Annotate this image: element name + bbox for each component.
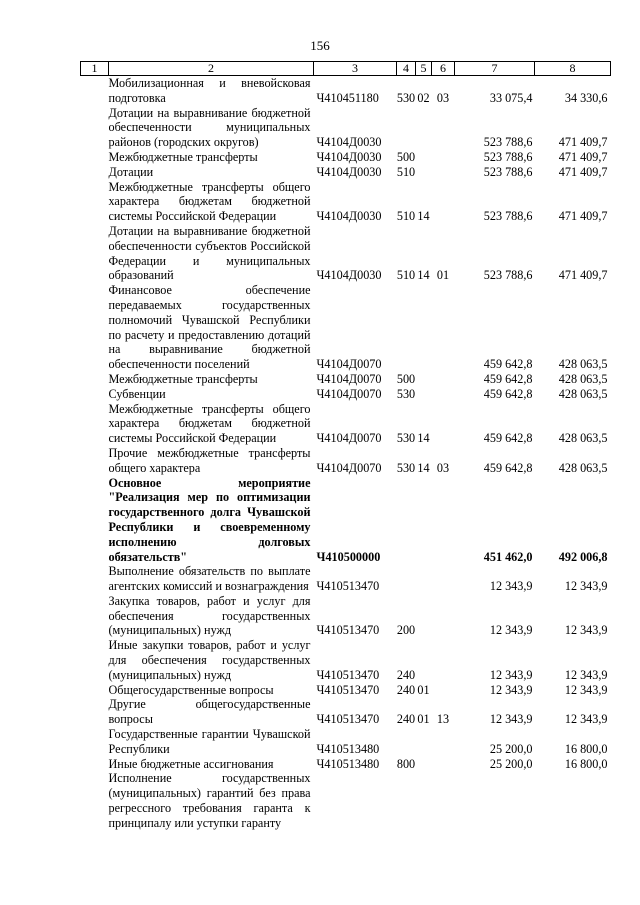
table-row xyxy=(81,387,611,402)
row-section xyxy=(416,638,432,682)
column-header-3: 3 xyxy=(314,62,397,76)
row-section xyxy=(416,594,432,638)
row-expense-type: 510 xyxy=(396,268,416,283)
row-subsection: 13 xyxy=(436,712,450,727)
row-subsection: 03 xyxy=(436,90,450,105)
table-row xyxy=(81,180,611,224)
row-section: 14 xyxy=(417,209,430,224)
row-col1-cell xyxy=(81,106,109,150)
row-amount-col7: 523 788,6 xyxy=(483,149,533,164)
row-name: Мобилизационная и вневойсковая подготовка xyxy=(108,76,311,105)
row-code: Ч410513470 xyxy=(316,682,380,697)
row-subsection xyxy=(432,150,455,165)
row-name: Прочие межбюджетные трансферты общего характера xyxy=(108,445,311,475)
row-code: Ч4104Д0030 xyxy=(316,135,382,150)
row-amount-col8: 492 006,8 xyxy=(558,549,608,564)
row-amount-col7: 459 642,8 xyxy=(483,371,533,386)
row-name: Выполнение обязательств по выплате агентских комиссий и вознаграждения xyxy=(108,564,311,594)
row-section: 01 xyxy=(417,712,430,727)
row-name: Государственные гарантии Чувашской Республики xyxy=(108,727,311,756)
row-amount-col7: 25 200,0 xyxy=(489,741,533,756)
row-subsection xyxy=(432,757,455,772)
row-expense-type: 240 xyxy=(396,682,416,697)
row-name: Дотации на выравнивание бюджетной обеспеченности муниципальных районов (городских округов) xyxy=(108,105,311,150)
row-expense-type: 510 xyxy=(396,209,416,224)
row-expense-type: 800 xyxy=(396,756,416,771)
row-section xyxy=(416,165,432,180)
row-code: Ч410500000 xyxy=(316,549,381,564)
row-section: 14 xyxy=(417,431,430,446)
row-amount-col8: 428 063,5 xyxy=(558,371,608,386)
table-row xyxy=(81,727,611,757)
row-section xyxy=(416,372,432,387)
row-amount-col8: 12 343,9 xyxy=(564,682,608,697)
row-name: Межбюджетные трансферты общего характера бюджетам бюджетной системы Российской Федерации xyxy=(108,401,311,446)
table-row xyxy=(81,564,611,594)
table-row xyxy=(81,76,611,106)
row-section: 14 xyxy=(417,268,430,283)
row-amount-col8: 471 409,7 xyxy=(558,149,608,164)
table-body xyxy=(81,76,611,831)
row-col1-cell xyxy=(81,727,109,757)
table-row xyxy=(81,446,611,476)
row-col1-cell xyxy=(81,638,109,682)
row-amount-col8 xyxy=(535,771,611,830)
row-amount-col8: 471 409,7 xyxy=(558,164,608,179)
row-amount-col8: 16 800,0 xyxy=(564,756,608,771)
table-row xyxy=(81,224,611,283)
row-amount-col7: 459 642,8 xyxy=(483,357,533,372)
table-row xyxy=(81,697,611,727)
row-section xyxy=(416,150,432,165)
row-name: Дотации xyxy=(108,164,154,179)
row-expense-type xyxy=(397,771,416,830)
row-amount-col7: 459 642,8 xyxy=(483,460,533,475)
row-expense-type: 240 xyxy=(396,667,416,682)
row-code: Ч4104Д0070 xyxy=(316,386,382,401)
table-row xyxy=(81,402,611,446)
row-subsection xyxy=(432,387,455,402)
row-amount-col7: 12 343,9 xyxy=(489,667,533,682)
row-name: Финансовое обеспечение передаваемых государственных полномочий Чувашской Республики по расчету и предоставлению дотаций на выравнивание бюджетной обеспеченности поселений xyxy=(108,283,311,372)
table-row xyxy=(81,150,611,165)
table-row xyxy=(81,372,611,387)
row-amount-col7: 523 788,6 xyxy=(483,268,533,283)
row-code: Ч410513480 xyxy=(316,741,380,756)
row-col1-cell xyxy=(81,683,109,698)
row-amount-col8: 428 063,5 xyxy=(558,460,608,475)
row-code: Ч410513470 xyxy=(316,712,380,727)
row-col1-cell xyxy=(81,564,109,594)
row-name: Иные закупки товаров, работ и услуг для обеспечения государственных (муниципальных) нужд xyxy=(108,638,311,682)
row-amount-col8: 471 409,7 xyxy=(558,268,608,283)
row-col1-cell xyxy=(81,757,109,772)
table-row xyxy=(81,683,611,698)
row-col1-cell xyxy=(81,165,109,180)
row-code: Ч410451180 xyxy=(316,90,379,105)
row-amount-col7: 25 200,0 xyxy=(489,756,533,771)
row-code: Ч4104Д0070 xyxy=(316,357,382,372)
row-subsection xyxy=(432,564,455,594)
row-code: Ч4104Д0030 xyxy=(316,149,382,164)
row-subsection: 03 xyxy=(436,460,450,475)
row-name: Субвенции xyxy=(108,386,166,401)
row-subsection xyxy=(432,372,455,387)
row-amount-col7: 12 343,9 xyxy=(489,579,533,594)
row-code: Ч410513470 xyxy=(316,667,380,682)
row-amount-col8: 428 063,5 xyxy=(558,431,608,446)
row-section xyxy=(416,387,432,402)
row-subsection xyxy=(432,180,455,224)
row-code: Ч410513470 xyxy=(316,623,380,638)
row-expense-type xyxy=(397,727,416,757)
row-subsection xyxy=(432,594,455,638)
row-expense-type xyxy=(397,476,416,565)
column-header-7: 7 xyxy=(455,62,535,76)
row-code: Ч4104Д0030 xyxy=(316,164,382,179)
row-amount-col8: 16 800,0 xyxy=(564,741,608,756)
row-section xyxy=(416,564,432,594)
row-expense-type: 240 xyxy=(396,712,416,727)
column-header-2: 2 xyxy=(109,62,314,76)
row-subsection xyxy=(432,771,455,830)
row-amount-col8: 471 409,7 xyxy=(558,135,608,150)
column-header-5: 5 xyxy=(416,62,432,76)
table-row xyxy=(81,165,611,180)
row-expense-type: 200 xyxy=(396,623,416,638)
row-col1-cell xyxy=(81,76,109,106)
row-amount-col7: 523 788,6 xyxy=(483,135,533,150)
table-row xyxy=(81,771,611,830)
row-col1-cell xyxy=(81,402,109,446)
table-row xyxy=(81,594,611,638)
row-amount-col7: 12 343,9 xyxy=(489,682,533,697)
row-name: Межбюджетные трансферты xyxy=(108,149,258,164)
row-expense-type: 500 xyxy=(396,149,416,164)
row-amount-col7: 523 788,6 xyxy=(483,209,533,224)
row-amount-col7: 459 642,8 xyxy=(483,386,533,401)
column-header-1: 1 xyxy=(81,62,109,76)
row-amount-col8: 428 063,5 xyxy=(558,386,608,401)
row-name: Основное мероприятие "Реализация мер по оптимизации государственного долга Чувашской Республики и своевременному исполнению долговых обязательств" xyxy=(108,475,311,564)
row-col1-cell xyxy=(81,372,109,387)
row-amount-col8: 471 409,7 xyxy=(558,209,608,224)
row-section xyxy=(416,757,432,772)
row-expense-type: 500 xyxy=(396,371,416,386)
row-name: Другие общегосударственные вопросы xyxy=(108,697,311,727)
table-header xyxy=(81,62,611,76)
row-subsection xyxy=(432,402,455,446)
row-amount-col8: 12 343,9 xyxy=(564,712,608,727)
column-header-8: 8 xyxy=(535,62,611,76)
table-row xyxy=(81,476,611,565)
row-amount-col8: 12 343,9 xyxy=(564,623,608,638)
row-name: Закупка товаров, работ и услуг для обеспечения государственных (муниципальных) нужд xyxy=(108,593,311,638)
row-amount-col8: 34 330,6 xyxy=(564,90,608,105)
row-col1-cell xyxy=(81,283,109,372)
row-code xyxy=(314,771,397,830)
row-amount-col7 xyxy=(455,771,535,830)
row-code: Ч410513470 xyxy=(316,579,380,594)
row-section: 02 xyxy=(417,90,430,105)
row-col1-cell xyxy=(81,180,109,224)
row-code: Ч4104Д0070 xyxy=(316,431,382,446)
row-section xyxy=(416,283,432,372)
row-section xyxy=(416,106,432,150)
row-code: Ч410513480 xyxy=(316,756,380,771)
row-code: Ч4104Д0030 xyxy=(316,268,382,283)
row-subsection xyxy=(432,727,455,757)
row-amount-col8: 12 343,9 xyxy=(564,579,608,594)
row-subsection xyxy=(432,476,455,565)
row-col1-cell xyxy=(81,476,109,565)
row-col1-cell xyxy=(81,697,109,727)
page-number: 156 xyxy=(310,38,330,53)
row-section xyxy=(416,476,432,565)
row-section: 01 xyxy=(417,682,430,697)
row-amount-col7: 12 343,9 xyxy=(489,712,533,727)
row-amount-col8: 428 063,5 xyxy=(558,357,608,372)
table-row xyxy=(81,757,611,772)
header-row xyxy=(81,62,611,76)
row-code: Ч4104Д0070 xyxy=(316,460,382,475)
row-expense-type xyxy=(397,106,416,150)
row-expense-type: 530 xyxy=(396,431,416,446)
row-name: Иные бюджетные ассигнования xyxy=(108,756,274,771)
row-subsection xyxy=(432,683,455,698)
row-subsection xyxy=(432,106,455,150)
row-section xyxy=(416,771,432,830)
row-amount-col7: 459 642,8 xyxy=(483,431,533,446)
row-name: Дотации на выравнивание бюджетной обеспеченности субъектов Российской Федерации и муниципальных образований xyxy=(108,223,311,283)
row-name: Общегосударственные вопросы xyxy=(108,682,274,697)
row-amount-col7: 523 788,6 xyxy=(483,164,533,179)
column-header-4: 4 xyxy=(397,62,416,76)
row-expense-type xyxy=(397,283,416,372)
row-amount-col8: 12 343,9 xyxy=(564,667,608,682)
row-subsection xyxy=(432,165,455,180)
row-code: Ч4104Д0030 xyxy=(316,209,382,224)
row-section: 14 xyxy=(417,460,430,475)
row-amount-col7: 12 343,9 xyxy=(489,623,533,638)
row-col1-cell xyxy=(81,771,109,830)
table-row xyxy=(81,283,611,372)
row-subsection xyxy=(432,638,455,682)
row-expense-type: 530 xyxy=(396,386,416,401)
row-subsection: 01 xyxy=(436,268,450,283)
row-col1-cell xyxy=(81,594,109,638)
row-expense-type: 530 xyxy=(396,460,416,475)
row-name: Межбюджетные трансферты xyxy=(108,371,258,386)
row-code: Ч4104Д0070 xyxy=(316,371,382,386)
row-name: Исполнение государственных (муниципальных) гарантий без права регрессного требования гаранта к принципалу или уступки гаранту xyxy=(108,771,311,830)
row-amount-col7: 33 075,4 xyxy=(489,90,533,105)
row-expense-type xyxy=(397,564,416,594)
column-header-6: 6 xyxy=(432,62,455,76)
row-section xyxy=(416,727,432,757)
row-col1-cell xyxy=(81,224,109,283)
table-row xyxy=(81,106,611,150)
row-col1-cell xyxy=(81,387,109,402)
row-col1-cell xyxy=(81,150,109,165)
row-expense-type: 510 xyxy=(396,164,416,179)
row-amount-col7: 451 462,0 xyxy=(483,549,533,564)
row-expense-type: 530 xyxy=(396,90,416,105)
row-col1-cell xyxy=(81,446,109,476)
row-name: Межбюджетные трансферты общего характера бюджетам бюджетной системы Российской Федерации xyxy=(108,179,311,224)
row-subsection xyxy=(432,283,455,372)
table-row xyxy=(81,638,611,682)
budget-table xyxy=(80,61,611,831)
